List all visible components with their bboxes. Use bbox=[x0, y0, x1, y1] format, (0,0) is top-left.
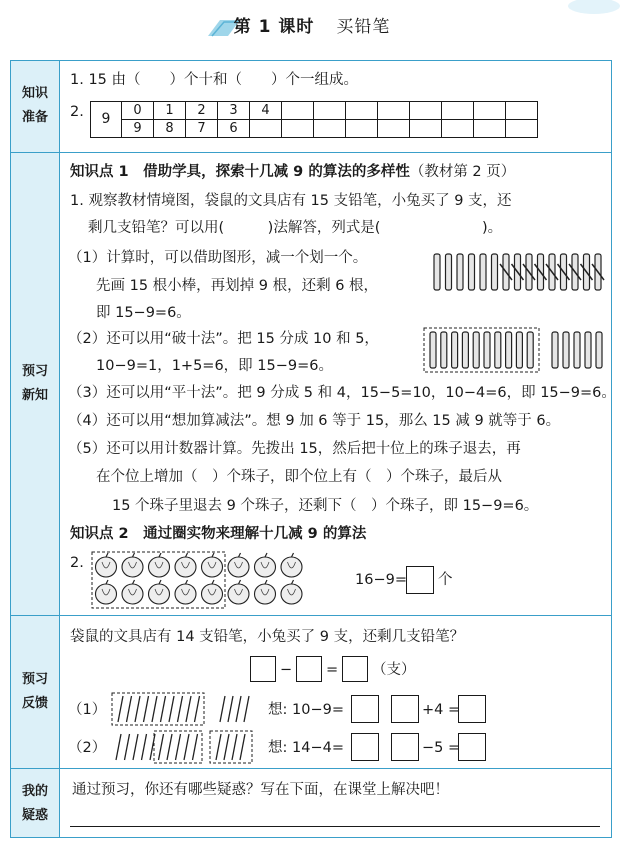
section-divider bbox=[10, 615, 612, 616]
grid-cell[interactable] bbox=[506, 120, 538, 138]
grid-cell[interactable] bbox=[378, 120, 410, 138]
sticks-crossed-figure bbox=[430, 252, 608, 292]
grid-cell[interactable] bbox=[474, 102, 506, 120]
section-label-doubt: 我的 疑惑 bbox=[21, 784, 48, 823]
feedback-part-1-label: （1） bbox=[68, 702, 107, 718]
step-5-line3: 15 个珠子里退去 9 个珠子，还剩下（ ）个珠子，即 15−9=6。 bbox=[112, 498, 539, 514]
label-column bbox=[10, 60, 60, 838]
grid-cell[interactable] bbox=[314, 102, 346, 120]
apple-icon bbox=[96, 553, 117, 577]
stick bbox=[446, 254, 452, 290]
apple-icon bbox=[96, 580, 117, 604]
apple-icon bbox=[149, 580, 170, 604]
stick bbox=[552, 332, 558, 368]
textbook-reference: （教材第 2 页） bbox=[409, 164, 516, 180]
section-divider bbox=[10, 768, 612, 769]
grid-cell[interactable]: 0 bbox=[122, 102, 154, 120]
page-title bbox=[0, 12, 624, 37]
stick bbox=[506, 332, 512, 368]
stick bbox=[220, 696, 225, 722]
stick bbox=[133, 734, 138, 760]
prep-question-1: 1. 15 由（ ）个十和（ ）个一组成。 bbox=[70, 72, 359, 88]
apple-icon bbox=[149, 553, 170, 577]
answer-box-2a[interactable] bbox=[351, 733, 379, 761]
stick bbox=[125, 734, 130, 760]
plus-four: +4 = bbox=[422, 702, 461, 718]
stick bbox=[452, 332, 458, 368]
stick bbox=[167, 734, 172, 760]
stick bbox=[195, 696, 200, 722]
stick bbox=[159, 734, 164, 760]
stick bbox=[216, 734, 221, 760]
stick bbox=[516, 332, 522, 368]
grid-cell[interactable] bbox=[506, 102, 538, 120]
grid-cell[interactable] bbox=[314, 120, 346, 138]
grid-cell[interactable]: 6 bbox=[218, 120, 250, 138]
preview-q1-line2: 剩几支铅笔？可以用( )法解答，列式是( )。 bbox=[88, 220, 503, 236]
stick bbox=[144, 696, 149, 722]
lesson-number: 第 1 课时 bbox=[233, 17, 315, 37]
feedback-part-2-label: （2） bbox=[68, 740, 107, 756]
lesson-topic: 买铅笔 bbox=[336, 17, 391, 37]
stick bbox=[224, 734, 229, 760]
step-3: （3）还可以用“平十法”。把 9 分成 5 和 4，15−5=10，10−4=6，即 15−9=6。 bbox=[68, 385, 616, 401]
stick bbox=[232, 734, 237, 760]
stick bbox=[178, 696, 183, 722]
stick bbox=[228, 696, 233, 722]
grid-cell[interactable] bbox=[282, 120, 314, 138]
stick bbox=[480, 254, 486, 290]
step-1-line1: （1）计算时，可以借助图形，减一个划一个。 bbox=[68, 250, 368, 266]
section-divider bbox=[10, 152, 612, 153]
stick bbox=[492, 254, 498, 290]
stick bbox=[118, 696, 123, 722]
stick bbox=[585, 332, 591, 368]
stick bbox=[193, 734, 198, 760]
apple-icon bbox=[122, 553, 143, 577]
unit-label: （支） bbox=[372, 662, 416, 678]
apple-icon bbox=[202, 553, 223, 577]
stick bbox=[186, 696, 191, 722]
minus-five: −5 = bbox=[422, 740, 461, 756]
apple-icon bbox=[202, 580, 223, 604]
q2-unit: 个 bbox=[438, 572, 453, 588]
grid-cell[interactable] bbox=[410, 120, 442, 138]
step-4: （4）还可以用“想加算减法”。想 9 加 6 等于 15，那么 15 减 9 就等于 6。 bbox=[68, 413, 561, 429]
apple-icon bbox=[175, 580, 196, 604]
grid-minuend: 9 bbox=[91, 102, 122, 138]
stick bbox=[240, 734, 245, 760]
section-label-prep: 知识 准备 bbox=[21, 86, 48, 125]
stick bbox=[430, 332, 436, 368]
equation-box-2[interactable] bbox=[296, 656, 322, 682]
apple-icon bbox=[228, 553, 249, 577]
grid-cell[interactable] bbox=[282, 102, 314, 120]
grid-cell[interactable]: 9 bbox=[122, 120, 154, 138]
step-2-line2: 10−9=1，1+5=6，即 15−9=6。 bbox=[96, 358, 333, 374]
answer-box-1c[interactable] bbox=[458, 695, 486, 723]
stick bbox=[527, 332, 533, 368]
apples-figure bbox=[90, 550, 306, 610]
apple-icon bbox=[255, 553, 276, 577]
stick bbox=[469, 254, 475, 290]
grid-cell[interactable]: 1 bbox=[154, 102, 186, 120]
grid-cell[interactable] bbox=[442, 120, 474, 138]
grid-cell[interactable]: 3 bbox=[218, 102, 250, 120]
stick bbox=[596, 332, 602, 368]
number-grid bbox=[90, 101, 538, 138]
stick bbox=[236, 696, 241, 722]
stick bbox=[150, 734, 155, 760]
writing-line[interactable] bbox=[70, 826, 600, 827]
sticks-bundle-figure-1 bbox=[110, 692, 260, 726]
stick bbox=[169, 696, 174, 722]
knowledge-point-2: 知识点 2 通过圈实物来理解十几减 9 的算法 bbox=[70, 526, 367, 542]
feedback-part-2-think: 想: 14−4= bbox=[268, 740, 344, 756]
doubt-prompt: 通过预习，你还有哪些疑惑？写在下面，在课堂上解决吧！ bbox=[72, 782, 449, 798]
equals-sign: = bbox=[326, 662, 339, 678]
stick bbox=[161, 696, 166, 722]
grid-cell[interactable]: 7 bbox=[186, 120, 218, 138]
step-1-line3: 即 15−9=6。 bbox=[96, 305, 191, 321]
answer-box-1b[interactable] bbox=[391, 695, 419, 723]
stick bbox=[244, 696, 249, 722]
step-2-line1: （2）还可以用“破十法”。把 15 分成 10 和 5， bbox=[68, 331, 379, 347]
step-5-line2: 在个位上增加（ ）个珠子，即个位上有（ ）个珠子，最后从 bbox=[96, 469, 502, 485]
apple-icon bbox=[281, 553, 302, 577]
stick bbox=[473, 332, 479, 368]
minus-sign: − bbox=[280, 662, 293, 678]
answer-box-2c[interactable] bbox=[458, 733, 486, 761]
apple-icon bbox=[175, 553, 196, 577]
knowledge-point-1: 知识点 1 借助学具，探索十几减 9 的算法的多样性（教材第 2 页） bbox=[70, 164, 516, 180]
stick bbox=[127, 696, 132, 722]
grid-cell[interactable]: 4 bbox=[250, 102, 282, 120]
apple-icon bbox=[122, 580, 143, 604]
answer-box-1a[interactable] bbox=[351, 695, 379, 723]
grid-cell[interactable] bbox=[410, 102, 442, 120]
stick bbox=[116, 734, 121, 760]
grid-cell[interactable] bbox=[346, 120, 378, 138]
stick bbox=[484, 332, 490, 368]
feedback-part-1-think: 想: 10−9= bbox=[268, 702, 344, 718]
stick bbox=[495, 332, 501, 368]
section-label-preview: 预习 新知 bbox=[21, 364, 48, 403]
sticks-bundle-figure-2 bbox=[110, 730, 260, 764]
grid-cell[interactable]: 8 bbox=[154, 120, 186, 138]
stick bbox=[563, 332, 569, 368]
apple-icon bbox=[228, 580, 249, 604]
apple-icon bbox=[281, 580, 302, 604]
sticks-ten-five-figure bbox=[420, 326, 608, 374]
apple-icon bbox=[255, 580, 276, 604]
grid-cell[interactable] bbox=[442, 102, 474, 120]
preview-q1-line1: 1. 观察教材情境图，袋鼠的文具店有 15 支铅笔，小兔买了 9 支，还 bbox=[70, 193, 512, 209]
grid-cell[interactable] bbox=[474, 120, 506, 138]
stick bbox=[441, 332, 447, 368]
stick bbox=[184, 734, 189, 760]
prep-question-2-label: 2. bbox=[70, 104, 84, 120]
stick bbox=[462, 332, 468, 368]
equation-box-3[interactable] bbox=[342, 656, 368, 682]
step-5-line1: （5）还可以用计数器计算。先拨出 15，然后把十位上的珠子退去，再 bbox=[68, 441, 521, 457]
stick bbox=[135, 696, 140, 722]
grid-cell[interactable] bbox=[250, 120, 282, 138]
step-1-line2: 先画 15 根小棒，再划掉 9 根，还剩 6 根， bbox=[96, 278, 379, 294]
stick bbox=[152, 696, 157, 722]
stick bbox=[457, 254, 463, 290]
feedback-problem: 袋鼠的文具店有 14 支铅笔，小兔买了 9 支，还剩几支铅笔？ bbox=[70, 629, 465, 645]
grid-cell[interactable]: 2 bbox=[186, 102, 218, 120]
q2-answer-box[interactable] bbox=[406, 566, 434, 594]
stick bbox=[142, 734, 147, 760]
equation-box-1[interactable] bbox=[250, 656, 276, 682]
q2-expression: 16−9= bbox=[355, 572, 407, 588]
grid-cell[interactable] bbox=[346, 102, 378, 120]
stick bbox=[434, 254, 440, 290]
stick bbox=[574, 332, 580, 368]
grid-cell[interactable] bbox=[378, 102, 410, 120]
preview-q2-label: 2. bbox=[70, 555, 84, 571]
stick bbox=[176, 734, 181, 760]
answer-box-2b[interactable] bbox=[391, 733, 419, 761]
section-label-feedback: 预习 反馈 bbox=[21, 672, 48, 711]
